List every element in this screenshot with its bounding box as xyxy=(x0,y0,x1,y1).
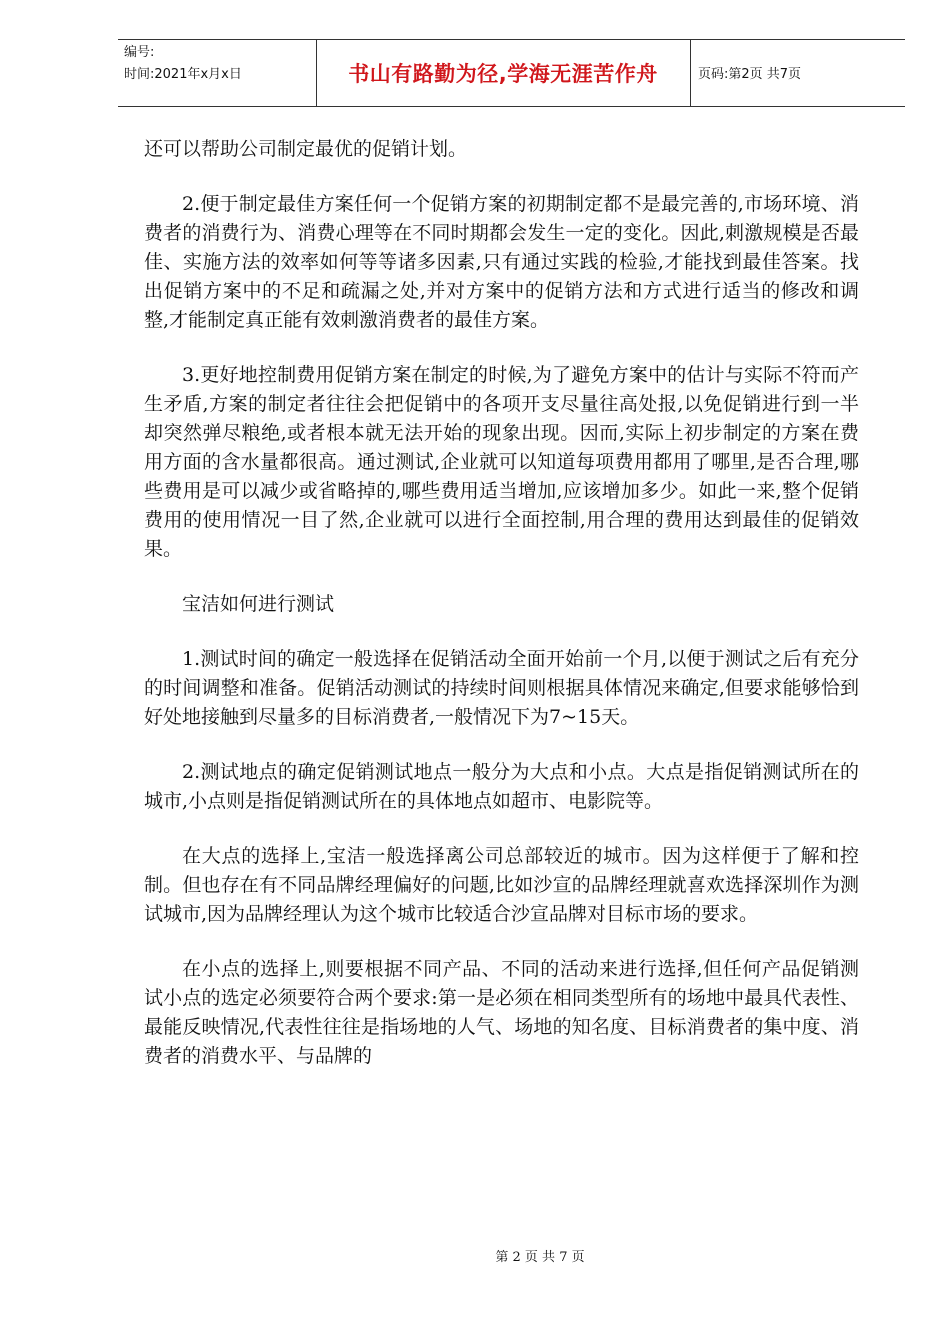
header-page-label: 页码:第2页 共7页 xyxy=(698,67,802,82)
paragraph: 2.测试地点的确定促销测试地点一般分为大点和小点。大点是指促销测试所在的城市,小点则是指促销测试所在的具体地点如超市、电影院等。 xyxy=(144,761,859,812)
paragraph: 3.更好地控制费用促销方案在制定的时候,为了避免方案中的估计与实际不符而产生矛盾,方案的制定者往往会把促销中的各项开支尽量往高处报,以免促销进行到一半却突然弹尽粮绝,或者根本就无法开始的现象出现。因而,实际上初步制定的方案在费用方面的含水量都很高。通过测试,企业就可以知道每项费用都用了哪里,是否合理,哪些费用是可以减少或省略掉的,哪些费用适当增加,应该增加多少。如此一来,整个促销费用的使用情况一目了然,企业就可以进行全面控制,用合理的费用达到最佳的促销效果。 xyxy=(144,364,859,560)
paragraph: 2.便于制定最佳方案任何一个促销方案的初期制定都不是最完善的,市场环境、消费者的消费行为、消费心理等在不同时期都会发生一定的变化。因此,刺激规模是否最佳、实施方法的效率如何等等诸多因素,只有通过实践的检验,才能找到最佳答案。找出促销方案中的不足和疏漏之处,并对方案中的促销方法和方式进行适当的修改和调整,才能制定真正能有效刺激消费者的最佳方案。 xyxy=(144,193,859,331)
time-label: 时间:2021年x月x日 xyxy=(124,67,242,82)
serial-label: 编号: xyxy=(124,45,155,60)
header-bottom-rule xyxy=(118,106,905,107)
header-divider-right xyxy=(690,39,691,106)
section-heading: 宝洁如何进行测试 xyxy=(182,593,335,615)
document-body xyxy=(144,135,859,1071)
paragraph: 在大点的选择上,宝洁一般选择离公司总部较近的城市。因为这样便于了解和控制。但也存在有不同品牌经理偏好的问题,比如沙宣的品牌经理就喜欢选择深圳作为测试城市,因为品牌经理认为这个城市比较适合沙宣品牌对目标市场的要求。 xyxy=(144,845,859,925)
header-meta xyxy=(124,42,314,86)
paragraph: 1.测试时间的确定一般选择在促销活动全面开始前一个月,以便于测试之后有充分的时间调整和准备。促销活动测试的持续时间则根据具体情况来确定,但要求能够恰到好处地接触到尽量多的目标消费者,一般情况下为7~15天。 xyxy=(144,648,859,728)
paragraph: 还可以帮助公司制定最优的促销计划。 xyxy=(144,138,468,160)
header-motto: 书山有路勤为径,学海无涯苦作舟 xyxy=(348,61,658,86)
paragraph: 在小点的选择上,则要根据不同产品、不同的活动来进行选择,但任何产品促销测试小点的选定必须要符合两个要求:第一是必须在相同类型所有的场地中最具代表性、最能反映情况,代表性往往是指场地的人气、场地的知名度、目标消费者的集中度、消费者的消费水平、与品牌的 xyxy=(144,958,859,1067)
page-footer: 第 2 页 共 7 页 xyxy=(495,1250,585,1265)
